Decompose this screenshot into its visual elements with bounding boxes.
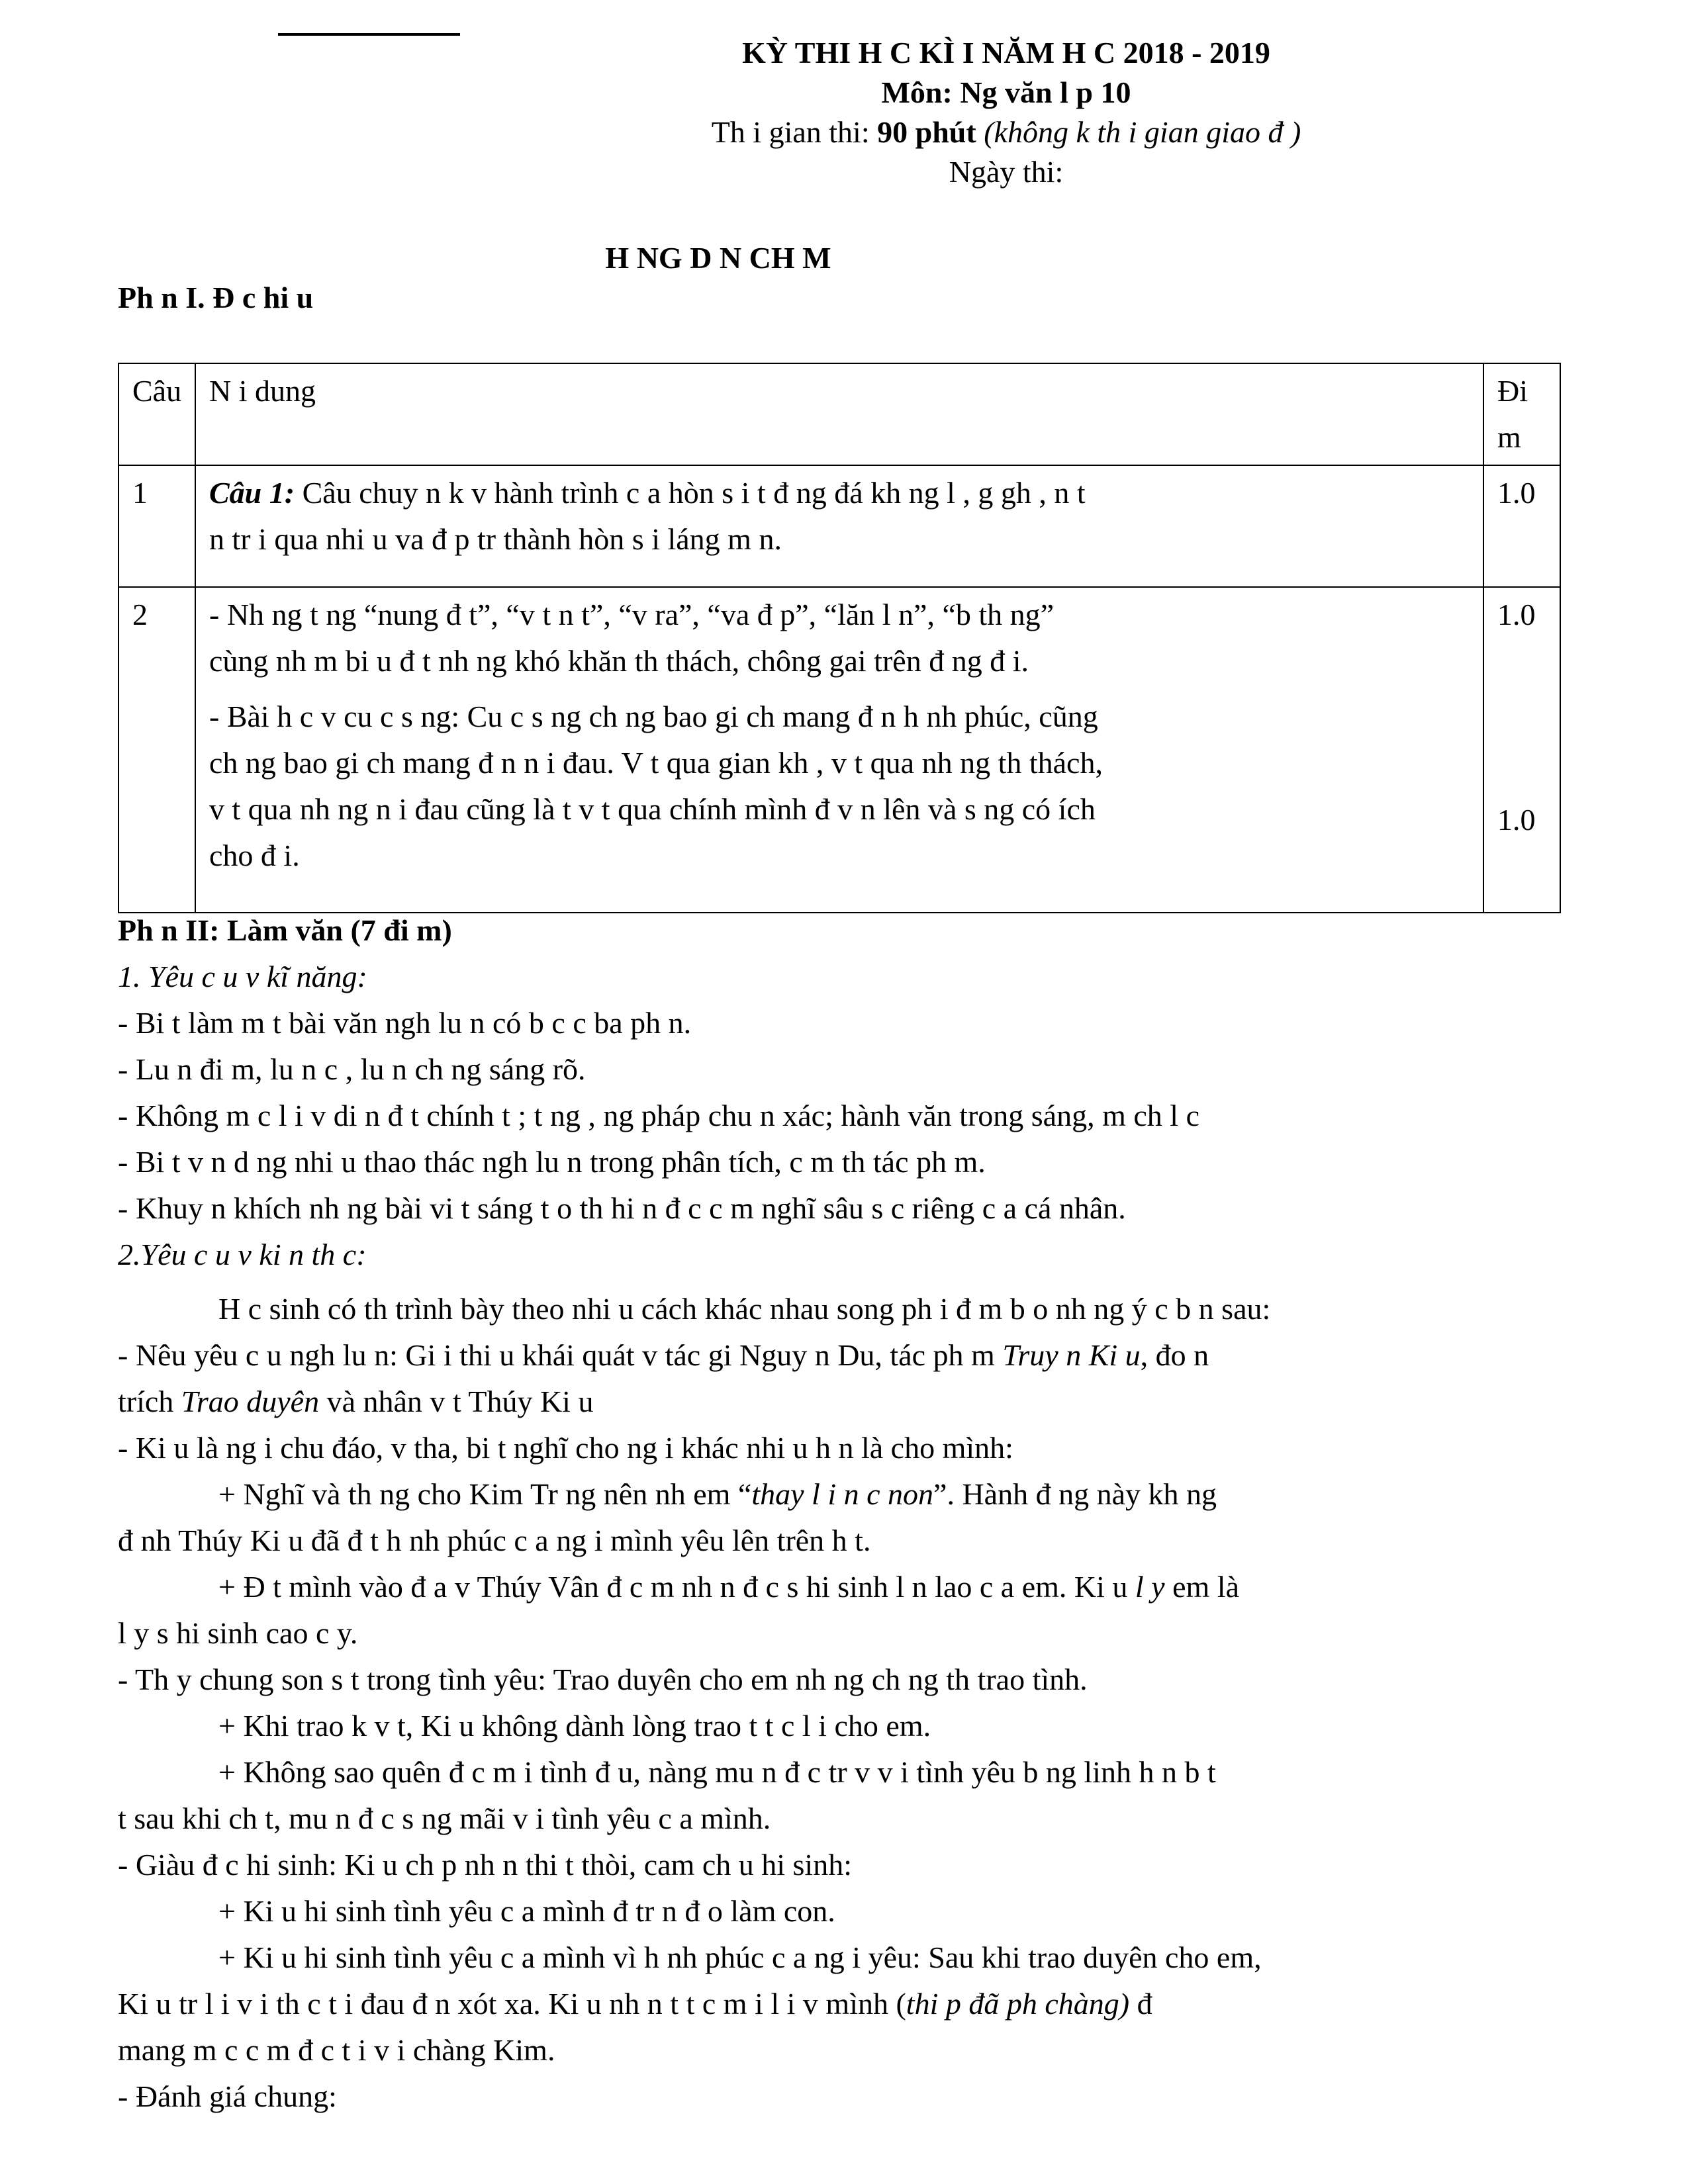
paragraph-line: mang m c c m đ c t i v i chàng Kim. [118,2033,555,2067]
score-value: 1.0 [1497,598,1536,631]
text-run: em là [1164,1570,1240,1604]
question-number: 2 [118,587,195,913]
part1-title: Ph n I. Đ c hi u [118,281,314,314]
paragraph-line: + Ki u hi sinh tình yêu c a mình vì h nh phúc c a ng i yêu: Sau khi trao duyên cho em, [218,1940,1262,1974]
score-value: 1.0 [1497,803,1536,837]
knowledge-title: 2.Yêu c u v ki n th c: [118,1238,367,1271]
header-cell-score: Đi m [1483,363,1560,465]
answer-line: n tr i qua nhi u va đ p tr thành hòn s i láng m n. [209,522,782,556]
quote-text: thi p đã ph chàng) [906,1987,1130,2021]
table-row [118,465,1560,587]
list-item: - Bi t v n d ng nhi u thao thác ngh lu n trong phân tích, c m th tác ph m. [118,1145,986,1179]
question-number: 1 [118,465,195,587]
list-item: - Khuy n khích nh ng bài vi t sáng t o th hi n đ c c m nghĩ sâu s c riêng c a cá nhân. [118,1191,1126,1225]
list-item: - Không m c l i v di n đ t chính t ; t ng , ng pháp chu n xác; hành văn trong sáng, m ch l c [118,1099,1199,1132]
time-label: Th i gian thi: [711,115,878,149]
answer-line: - Bài h c v cu c s ng: Cu c s ng ch ng bao gi ch mang đ n h nh phúc, cũng [209,700,1098,733]
text-run: , đo n [1140,1338,1209,1372]
text-run: + Nghĩ và th ng cho Kim Tr ng nên nh em “ [218,1477,752,1511]
paragraph-line [118,1383,593,1420]
part2-title: Ph n II: Làm văn (7 đi m) [118,913,452,947]
list-item: - Lu n đi m, lu n c , lu n ch ng sáng rõ. [118,1052,586,1086]
exam-date-line [162,154,1688,191]
header-cell-content: N i dung [195,363,1483,465]
text-run: - Nêu yêu c u ngh lu n: Gi i thi u khái quát v tác gi Nguy n Du, tác ph m [118,1338,1003,1372]
paragraph-line: + Ki u hi sinh tình yêu c a mình đ tr n đ o làm con. [218,1894,835,1928]
paragraph-line [218,1569,1239,1606]
paragraph-line: đ nh Thúy Ki u đã đ t h nh phúc c a ng i mình yêu lên trên h t. [118,1524,871,1557]
text-run: + Đ t mình vào đ a v Thúy Vân đ c m nh n đ c s hi sinh l n lao c a em. Ki u [218,1570,1135,1604]
answer-line: ch ng bao gi ch mang đ n n i đau. V t qua gian kh , v t qua nh ng th thách, [209,746,1103,780]
question-label: Câu 1: [209,476,295,510]
answer-line: cùng nh m bi u đ t nh ng khó khăn th thách, chông gai trên đ ng đ i. [209,644,1029,678]
exam-title: KỲ THI H C KÌ I NĂM H C 2018 - 2019 [742,36,1270,69]
text-run: ”. Hành đ ng này kh ng [933,1477,1217,1511]
paragraph-line: + Khi trao k v t, Ki u không dành lòng trao t t c l i cho em. [218,1709,931,1743]
paragraph-line: t sau khi ch t, mu n đ c s ng mãi v i tình yêu c a mình. [118,1801,771,1835]
time-note: (không k th i gian giao đ ) [976,115,1301,149]
paragraph-line: + Không sao quên đ c m i tình đ u, nàng mu n đ c tr v v i tình yêu b ng linh h n b t [218,1755,1216,1789]
emphasis-text: l y [1135,1570,1165,1604]
answer-line: cho đ i. [209,839,300,872]
table-header-row [118,363,1560,465]
answer-line: - Nh ng t ng “nung đ t”, “v t n t”, “v ra”, “va đ p”, “lăn l n”, “b th ng” [209,598,1055,631]
time-value: 90 phút [877,115,976,149]
paragraph-line: - Đánh giá chung: [118,2079,337,2113]
knowledge-intro: H c sinh có th trình bày theo nhi u cách khác nhau song ph i đ m b o nh ng ý c b n sau: [218,1292,1271,1326]
answer-line [209,470,1470,516]
skills-title: 1. Yêu c u v kĩ năng: [118,960,367,993]
answer-line: v t qua nh ng n i đau cũng là t v t qua chính mình đ v n lên và s ng có ích [209,792,1096,826]
subject-line: Môn: Ng văn l p 10 [881,75,1131,109]
exam-time-line [162,114,1688,151]
score-cell [1483,587,1560,913]
list-item: - Bi t làm m t bài văn ngh lu n có b c c ba ph n. [118,1006,692,1040]
header-cell-question: Câu [118,363,195,465]
paragraph-line: - Ki u là ng i chu đáo, v tha, bi t nghĩ cho ng i khác nhi u h n là cho mình: [118,1431,1013,1465]
table-row [118,587,1560,913]
text-run: và nhân v t Thúy Ki u [319,1385,594,1418]
excerpt-title: Trao duyên [181,1385,320,1418]
answer-content [195,465,1483,587]
paragraph-line [218,1476,1217,1513]
date-label: Ngày thi: [949,155,1064,189]
text-run: đ [1129,1987,1152,2021]
paragraph-line [118,1985,1152,2023]
part1-answer-table [118,363,1561,913]
guide-title: H NG D N CH M [605,241,831,275]
score-cell: 1.0 [1483,465,1560,587]
paragraph-line: - Giàu đ c hi sinh: Ki u ch p nh n thi t thòi, cam ch u hi sinh: [118,1848,852,1882]
quote-text: thay l i n c non [751,1477,934,1511]
answer-text: Câu chuy n k v hành trình c a hòn s i t đ ng đá kh ng l , g gh , n t [295,476,1086,510]
paragraph-line: - Th y chung son s t trong tình yêu: Trao duyên cho em nh ng ch ng th trao tình. [118,1662,1088,1696]
answer-content [195,587,1483,913]
text-run: Ki u tr l i v i th c t i đau đ n xót xa. Ki u nh n t t c m i l i v mình ( [118,1987,906,2021]
paragraph-line [118,1337,1209,1374]
work-title: Truy n Ki u [1002,1338,1141,1372]
text-run: trích [118,1385,181,1418]
paragraph-line: l y s hi sinh cao c y. [118,1616,358,1650]
